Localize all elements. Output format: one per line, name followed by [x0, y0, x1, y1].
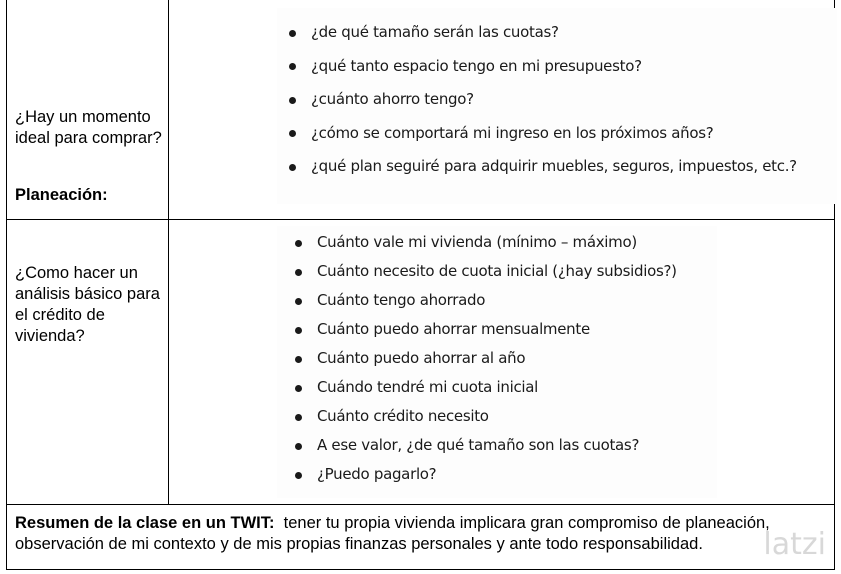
planning-heading: Planeación: [15, 186, 108, 204]
column-divider [168, 220, 169, 504]
analysis-question: ¿Como hacer un análisis básico para el crédito de vivienda? [15, 264, 160, 345]
list-item: ¿Puedo pagarlo? [295, 460, 677, 489]
list-item: ¿cómo se comportará mi ingreso en los próximos años? [289, 117, 797, 151]
bullet-icon [289, 30, 296, 37]
list-item: ¿qué tanto espacio tengo en mi presupuesto? [289, 50, 797, 84]
summary-text [15, 513, 830, 555]
list-item: ¿qué plan seguiré para adquirir muebles, seguros, impuestos, etc.? [289, 150, 797, 184]
list-item: Cuánto crédito necesito [295, 402, 677, 431]
list-item: Cuánto vale mi vivienda (mínimo – máximo) [295, 228, 677, 257]
analysis-bullets-image [277, 226, 717, 498]
bullet-icon [295, 240, 302, 247]
bullet-icon [295, 269, 302, 276]
bullet-icon [295, 443, 302, 450]
list-item: ¿de qué tamaño serán las cuotas? [289, 16, 797, 50]
analysis-row [7, 220, 834, 505]
list-item: A ese valor, ¿de qué tamaño son las cuotas? [295, 431, 677, 460]
list-item: ¿cuánto ahorro tengo? [289, 83, 797, 117]
bullet-icon [289, 130, 296, 137]
notes-table [6, 0, 835, 570]
summary-label: Resumen de la clase en un TWIT: [15, 514, 275, 532]
summary-row [7, 505, 834, 569]
planning-row [7, 0, 834, 220]
list-item: Cuánto tengo ahorrado [295, 286, 677, 315]
analysis-bullet-list [295, 228, 677, 489]
bullet-icon [295, 414, 302, 421]
bullet-icon [295, 356, 302, 363]
list-item: Cuánto puedo ahorrar al año [295, 344, 677, 373]
bullet-icon [295, 298, 302, 305]
platzi-watermark: latzi [763, 527, 826, 562]
bullet-icon [295, 327, 302, 334]
planning-bullet-list [289, 16, 797, 184]
column-divider [168, 0, 169, 219]
bullet-icon [289, 63, 296, 70]
summary-body: tener tu propia vivienda implicara gran compromiso de planeación, observación de mi contexto y de mis propias finanzas personales y ante todo responsabilidad. [15, 514, 770, 553]
list-item: Cuándo tendré mi cuota inicial [295, 373, 677, 402]
bullet-icon [289, 97, 296, 104]
bullet-icon [295, 472, 302, 479]
list-item: Cuánto puedo ahorrar mensualmente [295, 315, 677, 344]
planning-bullets-image [277, 8, 837, 204]
list-item: Cuánto necesito de cuota inicial (¿hay subsidios?) [295, 257, 677, 286]
planning-question: ¿Hay un momento ideal para comprar? [15, 108, 162, 147]
bullet-icon [289, 164, 296, 171]
bullet-icon [295, 385, 302, 392]
